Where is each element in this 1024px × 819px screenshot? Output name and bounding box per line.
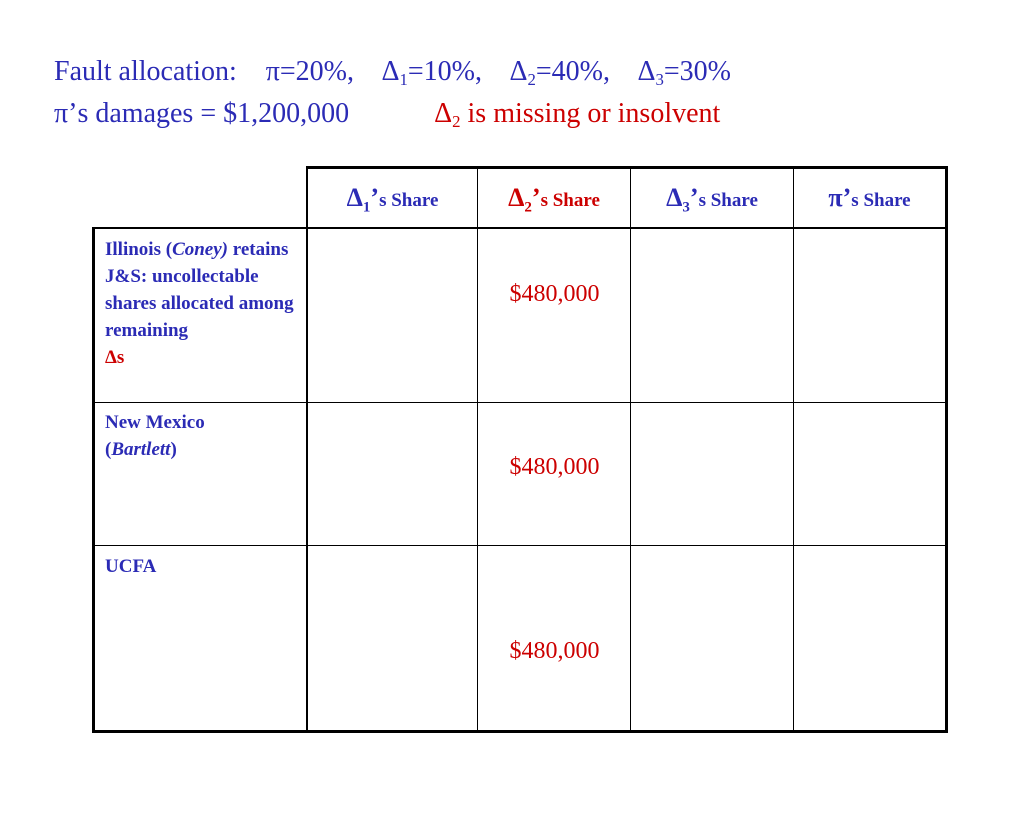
ucfa-d2-share: $480,000 [509,638,600,664]
new-mexico-d2-share: $480,000 [509,454,600,480]
table-header-divider [92,227,948,229]
row-label-illinois: Illinois (Coney) retains J&S: uncollectable shares allocated among remaining Δs [105,239,294,368]
row-label-ucfa: UCFA [105,556,157,577]
d1-allocation: $\Delta_1=10\%$, [381,56,483,90]
pi-allocation: π=20%, [265,56,355,87]
table-border-bottom [92,730,948,733]
column-header-pi-share: π ’ s Share [828,183,911,212]
fault-allocation-label: Fault allocation: [54,56,237,87]
d2-allocation: $\Delta_2=40\%$, [509,56,611,90]
table-col-divider [793,166,794,733]
d3-allocation: $\Delta_3=30\%$ [637,56,732,90]
fault-allocation-line [54,56,732,90]
table-col-divider [306,166,308,733]
table-border-top [306,166,948,169]
table-row-divider [92,545,948,546]
illinois-d2-share: $480,000 [509,281,600,307]
table-row-divider [92,402,948,403]
table-border-left [92,227,95,733]
column-header-d1-share: $\Delta_1$ ’ s Share [346,183,439,216]
remaining-defendants-symbol: Δs [105,347,125,368]
missing-note: $\Delta_2$ is missing or insolvent [434,98,721,132]
damages-text: π’s damages = $1,200,000 [54,98,350,129]
column-header-d2-share: $\Delta_2$ ’ s Share [508,183,600,216]
table-border-right [945,166,948,733]
row-label-new-mexico: New Mexico (Bartlett) [105,412,205,460]
column-header-d3-share: $\Delta_3$ ’ s Share [666,183,758,216]
damages-line [54,98,721,132]
